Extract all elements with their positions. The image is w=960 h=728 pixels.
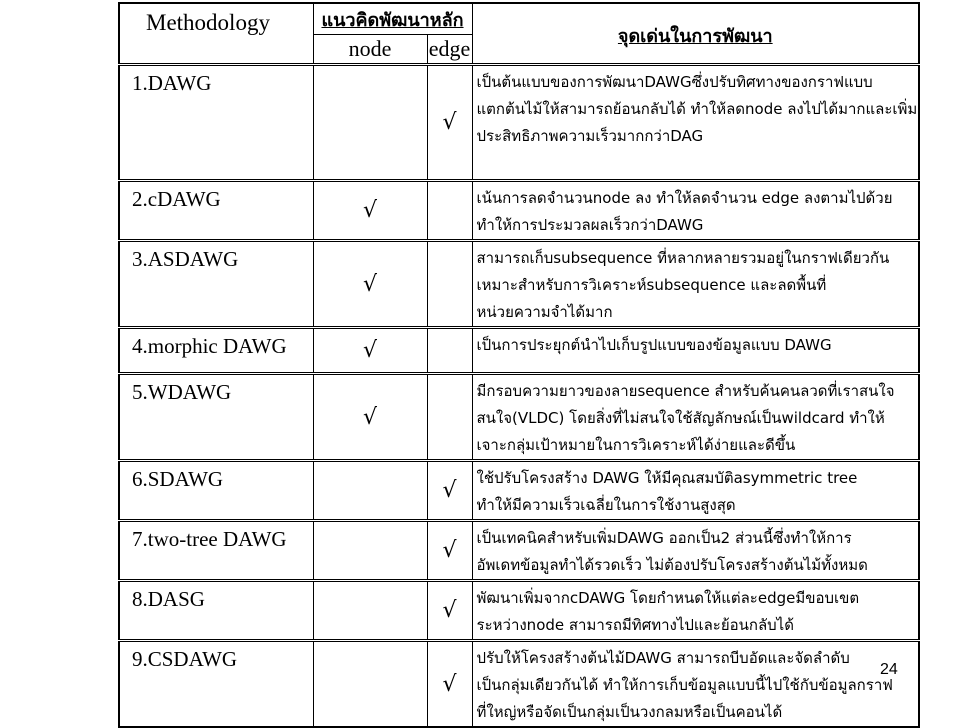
header-row <box>119 3 919 35</box>
description-line: เป็นต้นแบบของการพัฒนาDAWGซึ่งปรับทิศทางของกราฟแบบ <box>476 73 873 91</box>
description-line: แตกต้นไม้ให้สามารถย้อนกลับได้ ทำให้ลดnode ลงไปได้มากและเพิ่ม <box>476 100 918 118</box>
method-name: 3.ASDAWG <box>119 241 313 328</box>
description-line: ปรับให้โครงสร้างต้นไม้DAWG สามารถบีบอัดและจัดลำดับ <box>476 649 850 667</box>
method-name: 8.DASG <box>119 581 313 641</box>
description-line: สนใจ(VLDC) โดยสิ่งที่ไม่สนใจใช้สัญลักษณ์เป็นwildcard ทำให้ <box>476 409 885 427</box>
node-check: √ <box>313 181 427 241</box>
description-line: ที่ใหญ่หรือจัดเป็นกลุ่มเป็นวงกลมหรือเป็นคอนได้ <box>476 703 783 721</box>
method-name: 4.morphic DAWG <box>119 328 313 374</box>
header-node: node <box>313 35 427 65</box>
header-development-type: แนวคิดพัฒนาหลัก <box>313 3 472 35</box>
table-row <box>119 641 919 728</box>
method-name: 6.SDAWG <box>119 461 313 521</box>
table-row <box>119 374 919 461</box>
node-check: √ <box>313 241 427 328</box>
description-line: ประสิทธิภาพความเร็วมากกว่าDAG <box>476 127 704 145</box>
description-line: หน่วยความจำได้มาก <box>476 303 613 321</box>
edge-check <box>427 181 472 241</box>
edge-check <box>427 328 472 374</box>
method-description <box>472 641 919 728</box>
table-row <box>119 65 919 181</box>
description-line: ใช้ปรับโครงสร้าง DAWG ให้มีคุณสมบัติasymmetric tree <box>476 469 858 487</box>
edge-check: √ <box>427 521 472 581</box>
description-line: พัฒนาเพิ่มจากcDAWG โดยกำหนดให้แต่ละedgeมีขอบเขต <box>476 589 860 607</box>
description-line: เป็นเทคนิคสำหรับเพิ่มDAWG ออกเป็น2 ส่วนนี้ซึ่งทำให้การ <box>476 529 852 547</box>
table-row <box>119 241 919 328</box>
table-row <box>119 521 919 581</box>
node-check <box>313 641 427 728</box>
description-line: เป็นกลุ่มเดียวกันได้ ทำให้การเก็บข้อมูลแบบนี้ไปใช้กับข้อมูลกราฟ <box>476 676 893 694</box>
description-line: สามารถเก็บsubsequence ที่หลากหลายรวมอยู่ในกราฟเดียวกัน <box>476 249 890 267</box>
method-name: 1.DAWG <box>119 65 313 181</box>
node-check <box>313 581 427 641</box>
edge-check: √ <box>427 581 472 641</box>
edge-check <box>427 374 472 461</box>
header-highlights: จุดเด่นในการพัฒนา <box>472 3 919 65</box>
table-row <box>119 461 919 521</box>
description-line: อัพเดทข้อมูลทำได้รวดเร็ว ไม่ต้องปรับโครงสร้างต้นไม้ทั้งหมด <box>476 556 868 574</box>
description-line: เจาะกลุ่มเป้าหมายในการวิเคราะห์ได้ง่ายและดีขึ้น <box>476 436 796 454</box>
description-line: เป็นการประยุกต์นำไปเก็บรูปแบบของข้อมูลแบบ DAWG <box>476 336 832 354</box>
node-check <box>313 65 427 181</box>
node-check: √ <box>313 374 427 461</box>
method-name: 7.two-tree DAWG <box>119 521 313 581</box>
description-line: ระหว่างnode สามารถมีทิศทางไปและย้อนกลับได้ <box>476 616 794 634</box>
description-line: เน้นการลดจำนวนnode ลง ทำให้ลดจำนวน edge ลงตามไปด้วย <box>476 189 893 207</box>
methodology-table <box>118 2 920 728</box>
edge-check: √ <box>427 461 472 521</box>
page-number: 24 <box>880 661 898 678</box>
method-description <box>472 581 919 641</box>
node-check <box>313 461 427 521</box>
method-description <box>472 521 919 581</box>
method-description <box>472 65 919 181</box>
node-check <box>313 521 427 581</box>
table-row <box>119 581 919 641</box>
method-description <box>472 328 919 374</box>
description-line: เหมาะสำหรับการวิเคราะห์subsequence และลดพื้นที่ <box>476 276 827 294</box>
node-check: √ <box>313 328 427 374</box>
table-row <box>119 328 919 374</box>
edge-check: √ <box>427 641 472 728</box>
header-edge: edge <box>427 35 472 65</box>
method-name: 2.cDAWG <box>119 181 313 241</box>
description-line: มีกรอบความยาวของลายsequence สำหรับค้นคนลวดที่เราสนใจ <box>476 382 895 400</box>
method-name: 5.WDAWG <box>119 374 313 461</box>
description-line: ทำให้มีความเร็วเฉลี่ยในการใช้งานสูงสุด <box>476 496 736 514</box>
edge-check <box>427 241 472 328</box>
method-description <box>472 181 919 241</box>
table-row <box>119 181 919 241</box>
edge-check: √ <box>427 65 472 181</box>
method-description <box>472 374 919 461</box>
description-line: ทำให้การประมวลผลเร็วกว่าDAWG <box>476 216 704 234</box>
method-name: 9.CSDAWG <box>119 641 313 728</box>
method-description <box>472 241 919 328</box>
method-description <box>472 461 919 521</box>
header-methodology: Methodology <box>119 3 313 65</box>
